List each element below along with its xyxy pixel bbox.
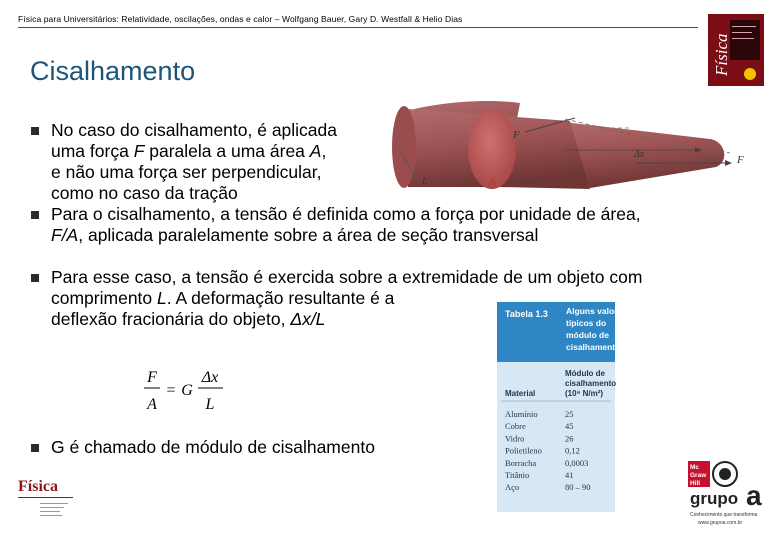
grupo-text: grupo	[690, 489, 739, 508]
bullet-marker-icon	[31, 211, 39, 219]
arrowhead-icon	[725, 160, 732, 166]
formula-equals: =	[166, 382, 176, 399]
table-cell-material: Polietileno	[505, 445, 542, 456]
table-cell-value: 25	[565, 409, 574, 419]
bullet-segment: Para o cisalhamento, a tensão é definida como a força por unidade de área,	[51, 204, 641, 224]
shear-modulus-table	[497, 302, 627, 512]
table-cell-value: 0,0003	[565, 457, 589, 468]
publisher-logos	[688, 459, 768, 529]
bullet-segment: como no caso da tração	[51, 183, 238, 203]
cover-line	[732, 26, 756, 27]
table-cell-material: Aço	[505, 482, 520, 493]
fisica-logo	[18, 478, 73, 516]
mcgraw-text: Mc	[690, 464, 700, 471]
table-cell-value: 41	[565, 470, 574, 480]
slide-title: Cisalhamento	[30, 56, 196, 86]
book-cover	[708, 14, 764, 86]
table-cell-material: Vidro	[505, 433, 525, 444]
bullet-segment: ,	[321, 141, 327, 161]
table-cell-value: 80 – 90	[565, 482, 591, 493]
bullet-segment: F/A	[51, 225, 79, 245]
mcgraw-text: Hill	[690, 480, 701, 487]
bullet-segment: e não uma força ser perpendicular,	[51, 162, 322, 182]
bullet-segment: deflexão fracionária do objeto,	[51, 309, 291, 329]
bullet-line	[51, 162, 337, 183]
table-cell-material: Alumínio	[505, 409, 538, 419]
grupo-tagline: Conhecimento que transforma	[690, 512, 758, 518]
shear-formula	[140, 366, 240, 418]
bullet-segment: L	[157, 288, 167, 308]
seal-icon-core	[719, 468, 731, 480]
bullet-segment: A	[309, 141, 322, 161]
cover-title: Física	[712, 33, 731, 76]
bullet-segment: paralela a uma área	[144, 141, 310, 161]
shear-figure	[380, 95, 765, 210]
bullet-segment: Δx/L	[290, 309, 326, 329]
table-caption-line: Alguns valores	[566, 306, 627, 316]
formula-numerator-dx: Δx	[201, 369, 219, 386]
logo-fine-print	[40, 503, 68, 516]
bullet-line	[51, 120, 337, 141]
label-length: L	[422, 176, 428, 187]
grupo-a-letter: a	[746, 480, 762, 511]
bullet-marker-icon	[31, 127, 39, 135]
bullet-segment: No caso do cisalhamento, é aplicada	[51, 120, 338, 140]
table-cell-material: Cobre	[505, 421, 526, 432]
bullet-line	[51, 183, 337, 204]
table-cell-value: 0,12	[565, 445, 580, 456]
cylinder-left-end	[392, 106, 416, 188]
table-col2-header: (10⁹ N/m²)	[565, 389, 604, 398]
bullet-marker-icon	[31, 444, 39, 452]
table-caption-line: módulo de	[566, 330, 609, 340]
label-area: A	[488, 175, 497, 190]
bullet-segment: F	[133, 141, 145, 161]
bullet-text	[51, 204, 641, 246]
formula-denominator-L: L	[205, 396, 215, 413]
table-cell-material: Titânio	[505, 470, 530, 480]
table-caption-line: típicos do	[566, 318, 607, 328]
formula-numerator-F: F	[147, 369, 157, 386]
bullet-line	[51, 141, 337, 162]
cover-emblem-icon	[744, 68, 756, 80]
fisica-logo-text: Física	[18, 478, 58, 495]
formula-denominator-A: A	[147, 396, 157, 413]
label-force-right: F	[737, 154, 744, 166]
table-col2-header: cisalhamento	[565, 379, 617, 388]
cover-line	[732, 32, 752, 33]
bullet-marker-icon	[31, 274, 39, 282]
bullet-segment: uma força	[51, 141, 134, 161]
bullet-segment: Para esse caso, a tensão é exercida sobre a extremidade de um objeto com	[51, 267, 643, 287]
label-force-left: F	[513, 129, 520, 141]
bullet-segment: . A deformação resultante é a	[166, 288, 395, 308]
table-col2-header: Módulo de	[565, 369, 605, 378]
table-cell-value: 45	[565, 421, 574, 432]
bullet-text	[51, 437, 375, 458]
mcgraw-text: Graw	[690, 472, 707, 479]
bullet-text	[51, 120, 337, 204]
bullet-segment: G é chamado de módulo de cisalhamento	[51, 437, 375, 457]
table-caption-label: Tabela 1.3	[505, 309, 548, 319]
table-cell-material: Borracha	[505, 457, 537, 468]
grupo-url: www.grupoa.com.br	[698, 520, 743, 526]
label-dx: Δx	[634, 149, 645, 160]
bullet-segment: comprimento	[51, 288, 158, 308]
logo-rule	[18, 497, 73, 498]
bullet-segment: , aplicada paralelamente sobre a área de seção transversal	[78, 225, 539, 245]
table-col1-header: Material	[505, 389, 536, 398]
table-caption-line: cisalhamento	[566, 342, 621, 352]
bullet-line	[51, 267, 642, 288]
bullet-line	[51, 437, 375, 458]
header-divider	[18, 27, 698, 28]
cover-line	[732, 38, 754, 39]
book-header: Física para Universitários: Relatividade, oscilações, ondas e calor – Wolfgang Bauer, Gary D. Westfall & Helio Dias	[18, 14, 463, 24]
formula-G: G	[181, 382, 193, 399]
table-cell-value: 26	[565, 433, 574, 444]
bullet-line	[51, 225, 641, 246]
